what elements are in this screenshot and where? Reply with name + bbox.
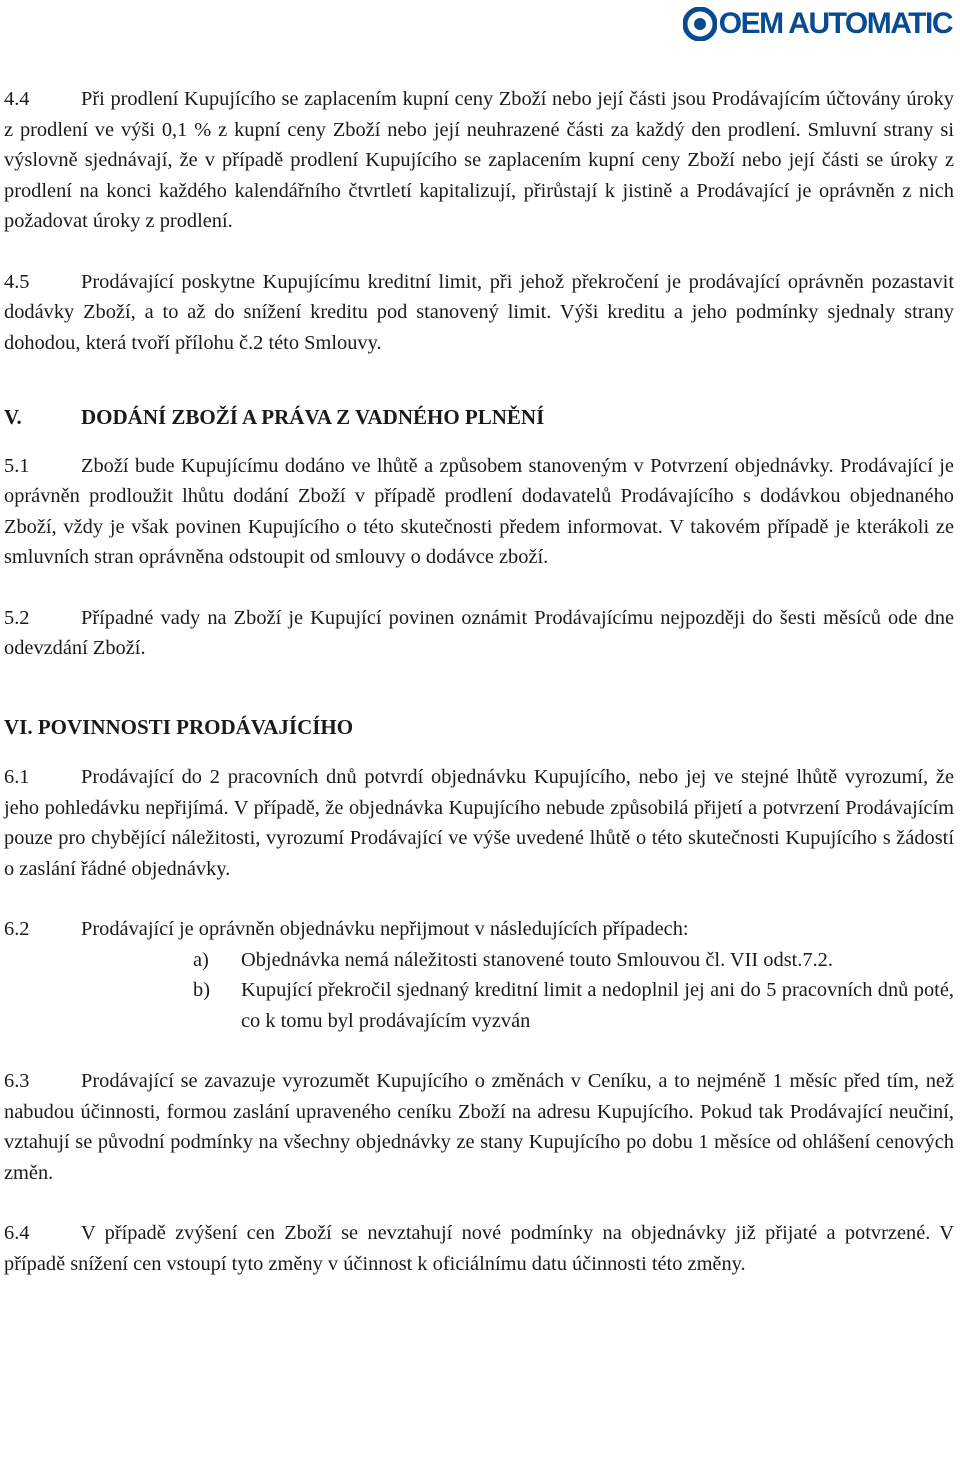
paragraph-5-1 (4, 451, 954, 573)
paragraph-6-1 (4, 762, 954, 884)
paragraph-text: Prodávající do 2 pracovních dnů potvrdí objednávku Kupujícího, nebo jej ve stejné lhůtě vyrozumí, že jeho pohledávku nepřijímá. V případě, že objednávka Kupujícího nebude způsobilá přijetí a potvrzení Prodávajícím pouze pro chybějící náležitosti, vyrozumí Prodávající ve výše uvedené lhůtě o této skutečnosti Kupujícího s žádostí o zaslání řádné objednávky. (4, 766, 954, 880)
section-title: DODÁNÍ ZBOŽÍ A PRÁVA Z VADNÉHO PLNĚNÍ (81, 405, 545, 429)
list-item-text: Kupující překročil sjednaný kreditní limit a nedoplnil jej ani do 5 pracovních dnů poté, co k tomu byl prodávajícím vyzván (241, 979, 954, 1032)
conditions-list (4, 945, 954, 1037)
logo-text: OEM AUTOMATIC (718, 7, 952, 40)
section-heading-v (4, 402, 954, 433)
paragraph-text: Prodávající se zavazuje vyrozumět Kupujícího o změnách v Ceníku, a to nejméně 1 měsíc před tím, než nabudou účinnosti, formou zaslání upraveného ceníku Zboží na adresu Kupujícího. Pokud tak Prodávající neučiní, vztahují se původní podmínky na všechny objednávky ze stany Kupujícího po dobu 1 měsíce od ohlášení cenových změn. (4, 1070, 954, 1184)
paragraph-4-5 (4, 267, 954, 359)
paragraph-text: Zboží bude Kupujícímu dodáno ve lhůtě a způsobem stanoveným v Potvrzení objednávky. Prodávající je oprávněn prodloužit lhůtu dodání Zboží v případě prodlení dodavatelů Prodávajícího s dodávkou objednaného Zboží, vždy je však povinen Kupujícího o této skutečnosti předem informovat. V takovém případě je kterákoli ze smluvních stran oprávněna odstoupit od smlouvy o dodávce zboží. (4, 454, 954, 568)
list-item (4, 975, 954, 1036)
section-title: VI. POVINNOSTI PRODÁVAJÍCÍHO (4, 714, 354, 739)
list-item (4, 945, 954, 976)
company-logo (683, 6, 952, 42)
paragraph-number: 5.1 (4, 454, 30, 477)
paragraph-text: Prodávající poskytne Kupujícímu kreditní limit, při jehož překročení je prodávající oprávněn pozastavit dodávky Zboží, a to až do snížení kreditu pod stanovený limit. Výši kreditu a jeho podmínky sjednaly strany dohodou, která tvoří přílohu č.2 této Smlouvy. (4, 270, 954, 354)
paragraph-number: 6.1 (4, 766, 30, 788)
section-number: V. (4, 405, 22, 429)
paragraph-4-4 (4, 84, 954, 237)
paragraph-5-2 (4, 603, 954, 664)
section-heading-vi (4, 712, 954, 743)
paragraph-6-2 (4, 914, 954, 945)
list-item-text: Objednávka nemá náležitosti stanovené touto Smlouvou čl. VII odst.7.2. (241, 948, 833, 971)
paragraph-6-4 (4, 1218, 954, 1279)
paragraph-text: V případě zvýšení cen Zboží se nevztahují nové podmínky na objednávky již přijaté a potvrzené. V případě snížení cen vstoupí tyto změny v účinnost k oficiálnímu datu účinnosti této změny. (4, 1222, 954, 1275)
paragraph-text: Prodávající je oprávněn objednávku nepřijmout v následujících případech: (81, 918, 689, 940)
paragraph-number: 4.5 (4, 270, 30, 293)
paragraph-number: 6.3 (4, 1070, 30, 1092)
list-marker: a) (193, 948, 209, 971)
logo-emblem-icon (683, 7, 717, 41)
paragraph-number: 4.4 (4, 88, 30, 110)
paragraph-6-3 (4, 1066, 954, 1188)
paragraph-number: 6.4 (4, 1222, 30, 1244)
paragraph-number: 6.2 (4, 918, 30, 940)
list-marker: b) (193, 979, 210, 1001)
paragraph-text: Případné vady na Zboží je Kupující povinen oznámit Prodávajícímu nejpozději do šesti měsíců ode dne odevzdání Zboží. (4, 606, 954, 659)
document-body (4, 84, 954, 1279)
paragraph-number: 5.2 (4, 606, 30, 629)
paragraph-text: Při prodlení Kupujícího se zaplacením kupní ceny Zboží nebo její části jsou Prodávajícím účtovány úroky z prodlení ve výši 0,1 % z kupní ceny Zboží nebo její neuhrazené části za každý den prodlení. Smluvní strany si výslovně sjednávají, že v případě prodlení Kupujícího se zaplacením kupní ceny Zboží nebo její části se úroky z prodlení na konci každého kalendářního čtvrtletí kapitalizují, přirůstají k jistině a Prodávající je oprávněn z nich požadovat úroky z prodlení. (4, 88, 954, 232)
